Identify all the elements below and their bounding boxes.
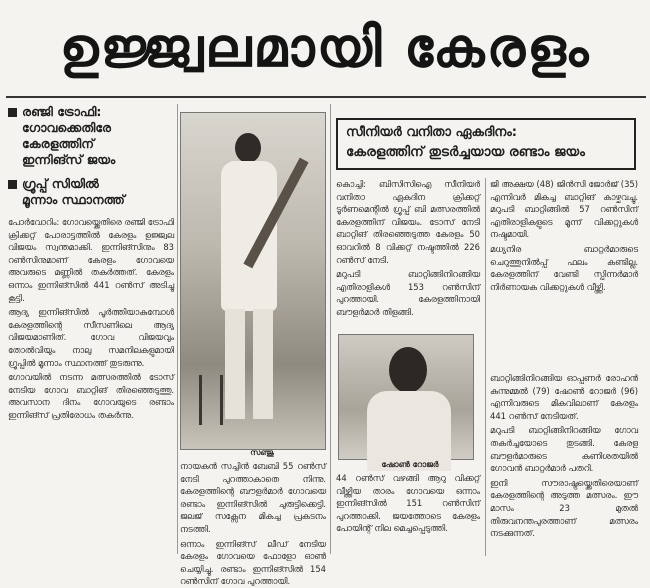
paragraph: ഇനി സൗരാഷ്ട്രയ്ക്കെതിരെയാണ് കേരളത്തിന്റെ അടുത്ത മത്സരം. ഈ മാസം 23 മുതൽ തിരുവനന്തപുരത്താണ് മത്സരം നടക്കുന്നത്. xyxy=(490,477,638,539)
paragraph: ജി അക്ഷയ (48) ജിൻസി ജോർജ് (35) എന്നിവർ മികച്ച ബാറ്റിങ് കാഴ്ചവച്ചു. മറുപടി ബാറ്റിങ്ങിൽ 57 റൺസിന് എതിരാളികളുടെ മൂന്ന് വിക്കറ്റുകൾ നഷ്ടമായി. xyxy=(490,179,638,240)
left-column xyxy=(8,104,174,554)
right-article-col3 xyxy=(336,472,480,556)
portrait-torso xyxy=(367,391,451,471)
photo-figure-leg xyxy=(225,309,245,419)
photo-stumps xyxy=(199,375,223,425)
portrait-caption: ഷോൺ റോജർ xyxy=(381,460,439,469)
paragraph: പോർവോറിം: ഗോവയ്ക്കെതിരെ രഞ്ജി ട്രോഫി ക്രിക്കറ്റ് പോരാട്ടത്തിൽ കേരളം ഉജ്ജ്വല വിജയം സ്വന്തമാക്കി. ഇന്നിങ്സിനും 83 റൺസിനുമാണ് കേരളം ഗോവയെ അവരുടെ മണ്ണിൽ തകർത്തത്. കേരളം ഒന്നാം ഇന്നിങ്സിൽ 441 റൺസ് അടിച്ചു കൂട്ടി. xyxy=(8,217,174,303)
paragraph: 44 റൺസ് വഴങ്ങി ആറു വിക്കറ്റ് വീഴ്ത്തിയ താരം ഗോവയെ ഒന്നാം ഇന്നിങ്സിൽ 151 റൺസിന് പുറത്താക്കി. ജയത്തോടെ കേരളം പോയിന്റ് നില മെച്ചപ്പെടുത്തി. xyxy=(336,473,480,534)
paragraph: മറുപടി ബാറ്റിങ്ങിനിറങ്ങിയ ഗോവ തകർച്ചയോടെ തുടങ്ങി. കേരള ബൗളർമാരുടെ കണിശതയിൽ ഗോവൻ ബാറ്റർമാർ പതറി. xyxy=(490,425,638,474)
paragraph: മറുപടി ബാറ്റിങ്ങിനിറങ്ങിയ എതിരാളികൾ 153 റൺസിന് പുറത്തായി. കേരളത്തിനായി ബൗളർമാർ തിളങ്ങി. xyxy=(336,269,480,317)
mid-article-body xyxy=(180,460,326,587)
kicker-ranji xyxy=(8,104,174,168)
kicker-line: കേരളത്തിന് xyxy=(22,136,94,151)
paragraph: ബാറ്റിങ്ങിനിറങ്ങിയ ഓപ്പണർ രോഹൻ കുന്നുമ്മൽ (79) ഷോൺ റോജർ (96) എന്നിവരുടെ മികവിലാണ് കേരളം 441 റൺസ് നേടിയത്. xyxy=(490,373,638,421)
square-bullet-icon xyxy=(8,108,17,117)
paragraph: ഗോവയിൽ നടന്ന മത്സരത്തിൽ ടോസ് നേടിയ ഗോവ ബാറ്റിങ് തിരഞ്ഞെടുത്തു. അവസാന ദിനം ഗോവയുടെ രണ്ടാം ഇന്നിങ്സ് പ്രതിരോധം തകർന്നു. xyxy=(8,372,174,420)
box-subtitle: കേരളത്തിന് തുടർച്ചയായ രണ്ടാം ജയം xyxy=(346,144,585,160)
paragraph: നായകൻ സച്ചിൻ ബേബി 55 റൺസ് നേടി പുറത്താകാതെ നിന്നു. കേരളത്തിന്റെ ബൗളർമാർ ഗോവയെ രണ്ടാം ഇന്നിങ്സിൽ ചുരുട്ടിക്കെട്ടി. ജലജ് സക്സേന മികച്ച പ്രകടനം നടത്തി. xyxy=(180,461,326,534)
column-divider xyxy=(330,104,331,554)
kicker-line: ഇന്നിങ്സ് ജയം xyxy=(22,152,116,167)
player-portrait-photo xyxy=(338,334,474,460)
headline-rule xyxy=(6,96,646,98)
column-divider xyxy=(485,178,486,556)
kicker-line: മൂന്നാം സ്ഥാനത്ത് xyxy=(22,192,125,207)
column-divider xyxy=(177,104,178,554)
kicker-line: ഗ്രൂപ്പ് സിയിൽ xyxy=(22,176,99,191)
portrait-head xyxy=(389,347,427,393)
photo-caption: സഞ്ജു xyxy=(250,448,274,457)
women-odi-headline-box xyxy=(336,118,636,170)
box-title: സീനിയർ വനിതാ ഏകദിനം: xyxy=(346,125,517,140)
paragraph: കൊച്ചി: ബിസിസിഐ സീനിയർ വനിതാ ഏകദിന ക്രിക്കറ്റ് ടൂർണമെന്റിൽ ഗ്രൂപ്പ് ബി മത്സരത്തിൽ കേരളത്തിന് വിജയം. ടോസ് നേടി ബാറ്റിങ് തിരഞ്ഞെടുത്ത കേരളം 50 ഓവറിൽ 8 വിക്കറ്റ് നഷ്ടത്തിൽ 226 റൺസ് നേടി. xyxy=(336,179,480,265)
paragraph: ആദ്യ ഇന്നിങ്സിൽ പൂർത്തിയാകുമ്പോൾ കേരളത്തിന്റെ സീസണിലെ ആദ്യ വിജയമാണിത്. ഗോവ വിജയവും തോൽവിയും നാലു സമനിലകളുമായി ഗ്രൂപ്പിൽ മൂന്നാം സ്ഥാനത്ത് തുടരുന്നു. xyxy=(8,307,174,368)
photo-figure-leg xyxy=(253,309,273,419)
paragraph: ഒന്നാം ഇന്നിങ്സ് ലീഡ് നേടിയ കേരളം ഗോവയെ ഫോളോ ഓൺ ചെയ്യിച്ചു. രണ്ടാം ഇന്നിങ്സിൽ 154 റൺസിന് ഗോവ പുറത്തായി. xyxy=(180,538,326,587)
women-article-col2 xyxy=(490,178,638,364)
kicker-line: രഞ്ജി ട്രോഫി: xyxy=(22,104,102,119)
right-article-col4 xyxy=(490,372,638,556)
kicker-group xyxy=(8,176,174,208)
batsman-photo xyxy=(180,112,326,450)
square-bullet-icon xyxy=(8,180,17,189)
left-article-body xyxy=(8,216,174,422)
paragraph: മധ്യനിര ബാറ്റർമാരുടെ ചെറുത്തുനിൽപ്പ് ഫലം കണ്ടില്ല. കേരളത്തിന് വേണ്ടി സ്പിന്നർമാർ നിർണായക വിക്കറ്റുകൾ വീഴ്ത്തി. xyxy=(490,243,638,292)
headline: ഉജ്ജ്വലമായി കേരളം xyxy=(59,14,591,79)
kicker-line: ഗോവക്കെതിരേ xyxy=(22,120,111,135)
photo-figure-head xyxy=(235,133,261,163)
